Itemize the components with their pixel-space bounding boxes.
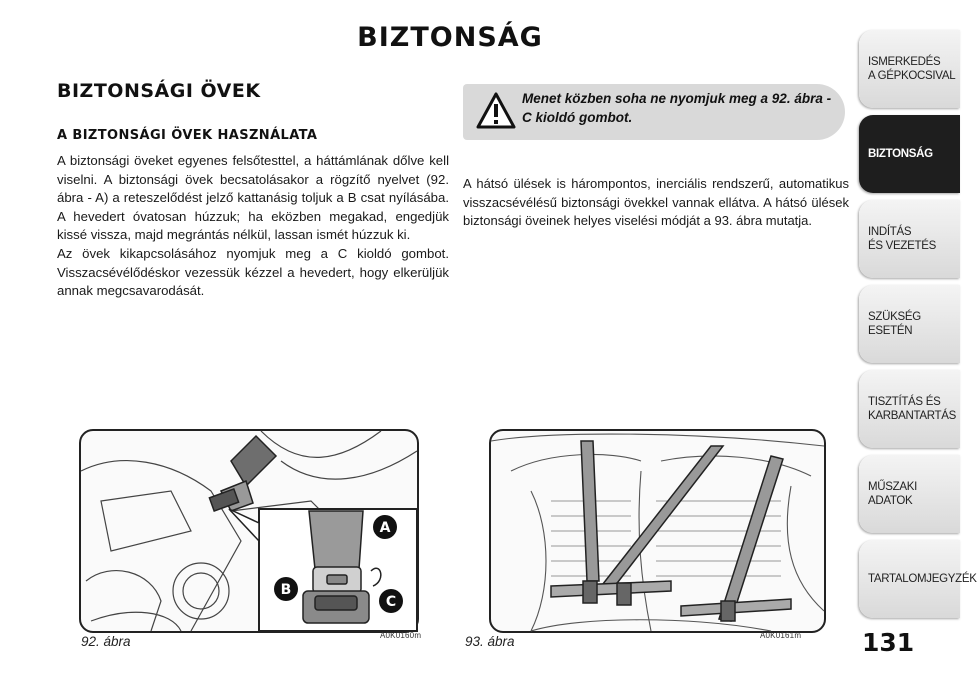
- figure-92: [79, 429, 419, 633]
- figure-label-c: C: [385, 594, 397, 610]
- figure-93-code: A0K0161m: [760, 631, 802, 640]
- tab-inditas[interactable]: INDÍTÁS ÉS VEZETÉS: [859, 200, 960, 278]
- tab-ismerkedes[interactable]: ISMERKEDÉS A GÉPKOCSIVAL: [859, 30, 960, 108]
- figure-92-code: A0K0160m: [380, 631, 422, 640]
- tab-biztonsag[interactable]: BIZTONSÁG: [859, 115, 960, 193]
- figure-label-b: B: [280, 582, 292, 598]
- tab-tartalomjegyzek[interactable]: TARTALOMJEGYZÉK: [859, 540, 960, 618]
- paragraph: A biztonsági öveket egyenes felsőtesttel, a háttámlának dőlve kell viselni. A biztonsági övek becsatolásakor a rögzítő nyelvet (92. ábra - A) a reteszelődést jelző kattanásig toljuk a B csat nyílásába. A hevedert óvatosan húzzuk; ha eközben megakad, engedjük kissé vissza, majd megrántás nélkül, lassan ismét húzzuk ki.: [57, 153, 449, 243]
- warning-triangle-icon: [476, 92, 516, 130]
- figure-93-caption: 93. ábra: [465, 634, 515, 649]
- paragraph: Az övek kikapcsolásához nyomjuk meg a C kioldó gombot. Visszacsévélődéskor vezessük kézzel a hevedert, hogy elkerüljük annak megcsavarodását.: [57, 245, 449, 299]
- section-title: BIZTONSÁGI ÖVEK: [57, 80, 261, 102]
- page-number: 131: [862, 628, 915, 657]
- tab-muszaki[interactable]: MŰSZAKI ADATOK: [859, 455, 960, 533]
- seatbelt-buckle-illustration: [81, 431, 417, 631]
- page-title: BIZTONSÁG: [357, 22, 543, 53]
- tab-tisztitas[interactable]: TISZTÍTÁS ÉS KARBANTARTÁS: [859, 370, 960, 448]
- figure-93: [489, 429, 826, 633]
- warning-text: Menet közben soha ne nyomjuk meg a 92. ábra - C kioldó gombot.: [522, 91, 832, 125]
- figure-92-caption: 92. ábra: [81, 634, 131, 649]
- figure-label-a: A: [379, 520, 391, 536]
- body-text-right: A hátsó ülések is hárompontos, inerciális rendszerű, automatikus visszacsévélésű biztonsági övekkel vannak ellátva. A hátsó ülések biztonsági öveinek helyes viselési módját a 93. ábra mutatja.: [463, 176, 849, 229]
- body-text-left: [57, 152, 449, 301]
- subsection-title: A BIZTONSÁGI ÖVEK HASZNÁLATA: [57, 128, 318, 143]
- tab-szukseg[interactable]: SZÜKSÉG ESETÉN: [859, 285, 960, 363]
- rear-seat-belts-illustration: [491, 431, 824, 631]
